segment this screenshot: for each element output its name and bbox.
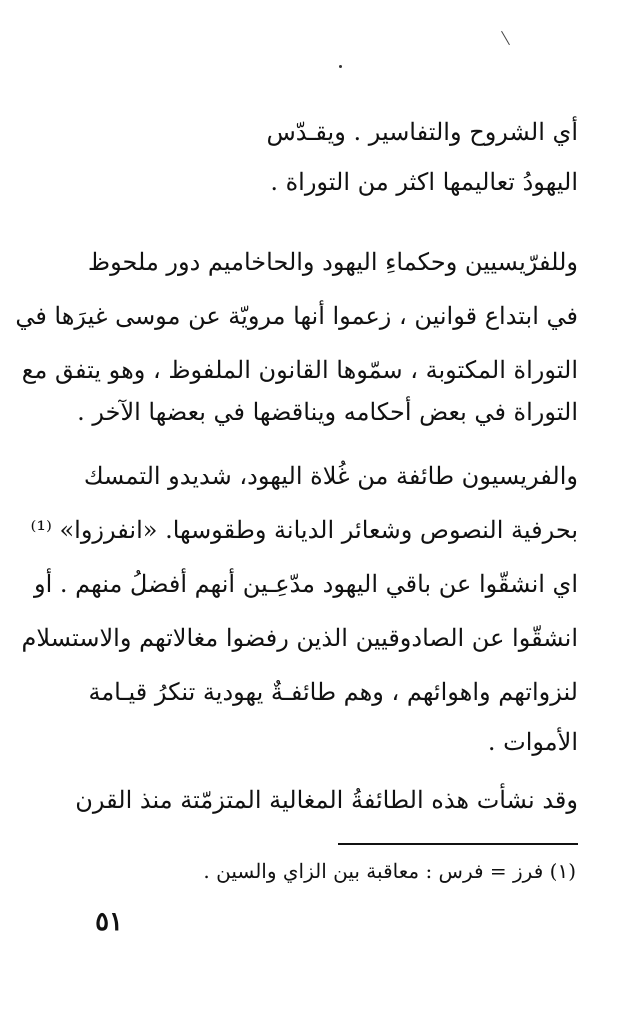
text-line-12: الأموات . [487,728,578,756]
footnote: (١) فرز = فرس : معاقبة بين الزاي والسين . [203,859,576,883]
text-line-7: والفريسيون طائفة من غُلاة اليهود، شديدو التمسك [83,462,578,490]
scan-mark [501,31,510,45]
text-line-3: وللفرّيسيين وحكماءِ اليهود والحاخاميم دور ملحوظ [87,248,578,276]
text-line-6: التوراة في بعض أحكامه ويناقضها في بعضها الآخر . [77,398,578,426]
text-line-1: أي الشروح والتفاسير . ويقـدّس [266,118,578,146]
page-number: ٥١ [95,907,123,937]
text-line-4: في ابتداع قوانين ، زعموا أنها مرويّة عن موسى غيرَها في [15,302,578,330]
scan-dot [339,65,342,68]
footnote-rule [338,843,578,845]
text-line-2: اليهودُ تعاليمها اكثر من التوراة . [270,168,578,196]
text-line-9: اي انشقّوا عن باقي اليهود مدّعِـين أنهم أفضلُ منهم . أو [34,570,578,598]
text-line-8: بحرفية النصوص وشعائر الديانة وطقوسها. «انفرزوا» ⁽¹⁾ [30,516,578,544]
text-line-11: لنزواتهم واهوائهم ، وهم طائفـةٌ يهودية تنكرُ قيـامة [88,678,578,706]
text-line-13: وقد نشأت هذه الطائفةُ المغالية المتزمّتة منذ القرن [75,786,578,814]
text-line-10: انشقّوا عن الصادوقيين الذين رفضوا مغالاتهم والاستسلام [21,624,578,652]
text-line-5: التوراة المكتوبة ، سمّوها القانون الملفوظ ، وهو يتفق مع [21,356,578,384]
